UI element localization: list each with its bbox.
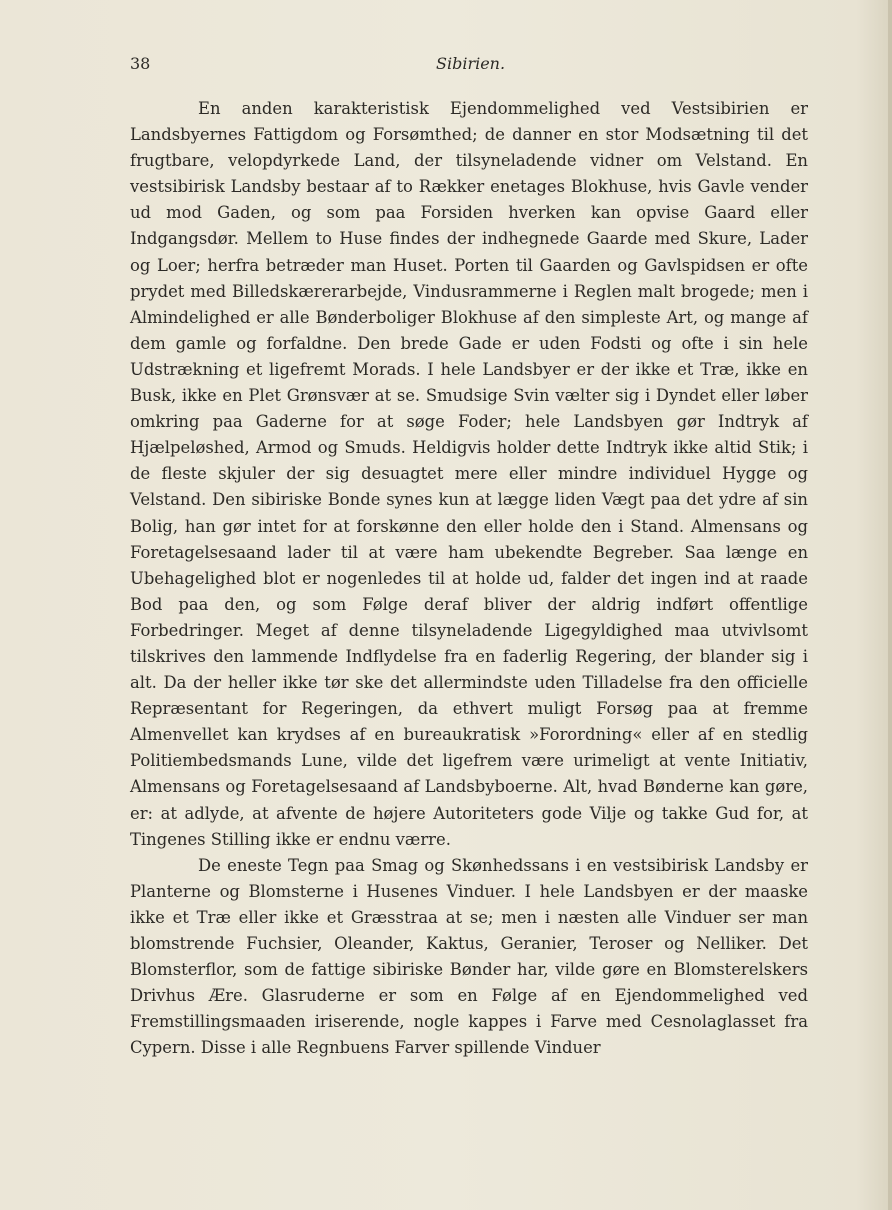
body-text [130,96,808,1061]
paragraph: De eneste Tegn paa Smag og Skønhedssans i en vestsibirisk Landsby er Planterne og Blomsterne i Husenes Vinduer. I hele Landsbyen er der maaske ikke et Træ eller ikke et Græsstraa at se; men i næsten alle Vinduer ser man blomstrende Fuchsier, Oleander, Kaktus, Geranier, Teroser og Nelliker. Det Blomsterflor, som de fattige sibiriske Bønder har, vilde gøre en Blomsterelskers Drivhus Ære. Glasruderne er som en Følge af en Ejendommelighed ved Fremstillingsmaaden iriserende, nogle kappes i Farve med Cesnolaglasset fra Cypern. Disse i alle Regnbuens Farver spillende Vinduer [130,855,808,1058]
running-title: Sibirien. [436,54,506,73]
running-head [130,54,810,80]
page-number: 38 [130,54,151,73]
page-edge [888,0,892,1210]
paragraph: En anden karakteristisk Ejendommelighed ved Vestsibirien er Landsbyernes Fattigdom og Forsømthed; de danner en stor Modsætning til det frugtbare, velopdyrkede Land, der tilsyneladende vidner om Velstand. En vestsibirisk Landsby bestaar af to Rækker enetages Blokhuse, hvis Gavle vender ud mod Gaden, og som paa Forsiden hverken kan opvise Gaard eller Indgangsdør. Mellem to Huse findes der indhegnede Gaarde med Skure, Lader og Loer; herfra betræder man Huset. Porten til Gaarden og Gavlspidsen er ofte prydet med Billedskærerarbejde, Vindusrammerne i Reglen malt brogede; men i Almindelighed er alle Bønderboliger Blokhuse af den simpleste Art, og mange af dem gamle og forfaldne. Den brede Gade er uden Fodsti og ofte i sin hele Udstrækning et ligefremt Morads. I hele Landsbyer er der ikke et Træ, ikke en Busk, ikke en Plet Grønsvær at se. Smudsige Svin vælter sig i Dyndet eller løber omkring paa Gaderne for at søge Foder; hele Landsbyen gør Indtryk af Hjælpeløshed, Armod og Smuds. Heldigvis holder dette Indtryk ikke altid Stik; i de fleste skjuler der sig desuagtet mere eller mindre individuel Hygge og Velstand. Den sibiriske Bonde synes kun at lægge liden Vægt paa det ydre af sin Bolig, han gør intet for at forskønne den eller holde den i Stand. Almensans og Foretagelsesaand lader til at være ham ubekendte Begreber. Saa længe en Ubehagelighed blot er nogenledes til at holde ud, falder det ingen ind at raade Bod paa den, og som Følge deraf bliver der aldrig indført offentlige Forbedringer. Meget af denne tilsyneladende Ligegyldighed maa utvivlsomt tilskrives den lammende Indflydelse fra en faderlig Regering, der blander sig i alt. Da der heller ikke tør ske det allermindste uden Tilladelse fra den officielle Repræsentant for Regeringen, da ethvert muligt Forsøg paa at fremme Almenvellet kan krydses af en bureaukratisk »Forordning« eller af en stedlig Politiembedsmands Lune, vilde det ligefrem være urimeligt at vente Initiativ, Almensans og Foretagelsesaand af Landsbyboerne. Alt, hvad Bønderne kan gøre, er: at adlyde, at afvente de højere Autoriteters gode Vilje og takke Gud for, at Tingenes Stilling ikke er endnu værre. [130,99,808,849]
